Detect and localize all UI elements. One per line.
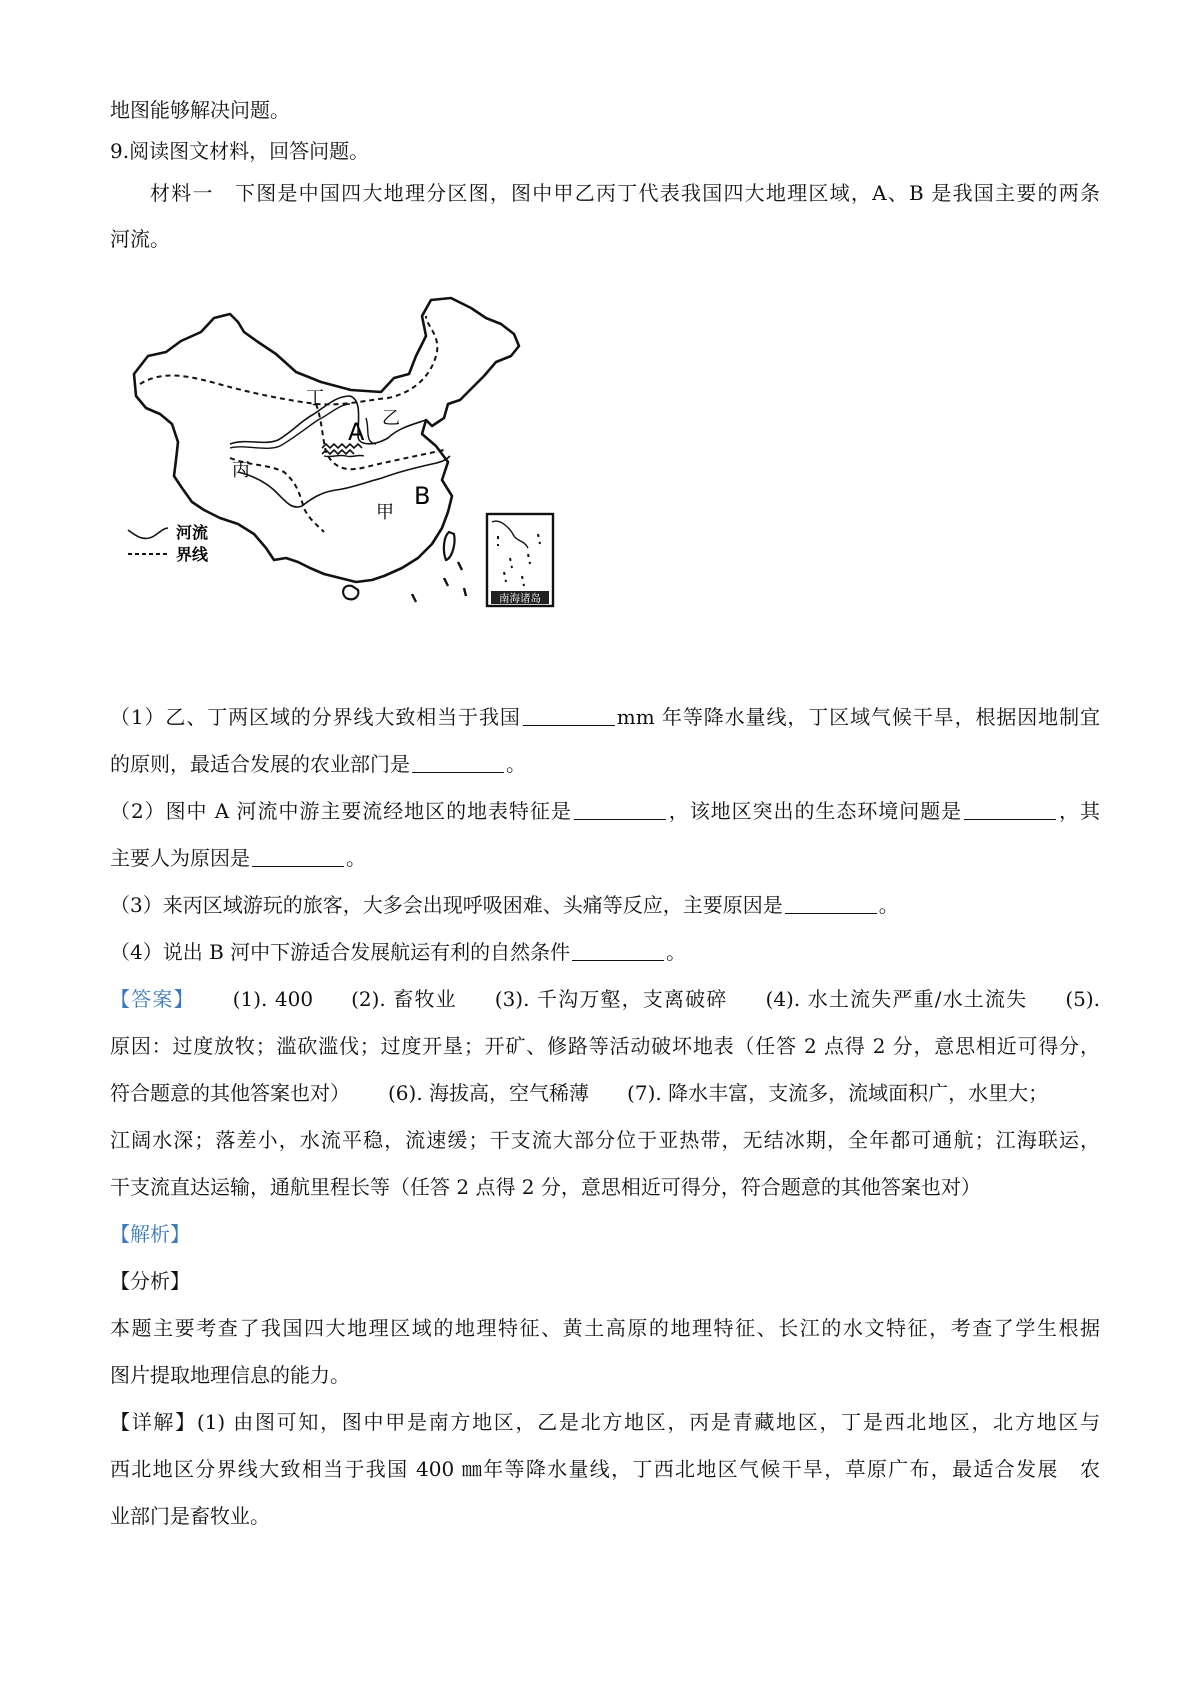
inset-label: 南海诸岛 — [499, 592, 541, 605]
answer-line2: 原因：过度放牧；滥砍滥伐；过度开垦；开矿、修路等活动破坏地表（任答 2 点得 2 分，意思相近可得分， — [110, 1034, 1100, 1058]
fenxi-tag: 【分析】 — [110, 1269, 190, 1293]
answer-line1: 【答案】 (1). 400 (2). 畜牧业 (3). 千沟万壑，支离破碎 (4). 水土流失严重/水土流失 (5). — [110, 987, 1101, 1011]
answer-tag: 【答案】 — [110, 987, 195, 1011]
answer-line4: 江阔水深；落差小，水流平稳，流速缓；干支流大部分位于亚热带，无结冰期，全年都可通航；江海联运， — [110, 1128, 1100, 1152]
answer-blank — [252, 846, 344, 867]
fenxi-line2: 图片提取地理信息的能力。 — [110, 1363, 350, 1387]
question-1-line2: 的原则，最适合发展的农业部门是 。 — [110, 752, 526, 776]
answer-blank — [785, 893, 877, 914]
label-jia: 甲 — [376, 502, 394, 523]
label-yi: 乙 — [382, 408, 400, 429]
fenxi-line1: 本题主要考查了我国四大地理区域的地理特征、黄土高原的地理特征、长江的水文特征，考查了学生根据 — [110, 1316, 1100, 1340]
answer-blank — [574, 799, 666, 820]
hainan-island — [343, 586, 358, 600]
label-bing: 丙 — [232, 460, 250, 481]
question-heading: 9.阅读图文材料，回答问题。 — [110, 139, 370, 163]
region-boundary — [140, 316, 437, 404]
material-text: 材料一 下图是中国四大地理分区图，图中甲乙丙丁代表我国四大地理区域，A、B 是我国主要的两条 — [150, 181, 1100, 205]
legend-river: 河流 — [176, 523, 209, 542]
detail-line2: 西北地区分界线大致相当于我国 400 ㎜年等降水量线，丁西北地区气候干旱，草原广布，最适合发展 农 — [110, 1457, 1100, 1481]
text-line: 地图能够解决问题。 — [110, 98, 290, 122]
question-3: （3）来丙区域游玩的旅客，大多会出现呼吸困难、头痛等反应，主要原因是 。 — [110, 893, 899, 917]
question-1-line1: （1）乙、丁两区域的分界线大致相当于我国 mm 年等降水量线，丁区域气候干旱，根据因地制宜 — [110, 705, 1100, 729]
china-regions-map — [126, 296, 604, 670]
answer-blank — [964, 799, 1056, 820]
detail-line3: 业部门是畜牧业。 — [110, 1504, 270, 1528]
label-ding: 丁 — [306, 388, 324, 409]
answer-line5: 干支流直达运输，通航里程长等（任答 2 点得 2 分，意思相近可得分，符合题意的其他答案也对） — [110, 1175, 981, 1199]
answer-blank — [523, 705, 615, 726]
taiwan-island — [444, 532, 455, 560]
question-2-line2: 主要人为原因是 。 — [110, 846, 366, 870]
answer-line3: 符合题意的其他答案也对） (6). 海拔高，空气稀薄 (7). 降水丰富，支流多，流域面积广，水里大； — [110, 1081, 1049, 1105]
legend-boundary: 界线 — [176, 545, 209, 564]
legend-river-symbol — [128, 528, 168, 538]
question-2-line1: （2）图中 A 河流中游主要流经地区的地表特征是 ，该地区突出的生态环境问题是 ，其 — [110, 799, 1100, 823]
analysis-tag: 【解析】 — [110, 1222, 190, 1246]
material-text-cont: 河流。 — [110, 227, 170, 251]
question-4: （4）说出 B 河中下游适合发展航运有利的自然条件 。 — [110, 940, 687, 964]
answer-blank — [412, 752, 504, 773]
label-b: B — [414, 482, 431, 510]
detail-line1: 【详解】(1) 由图可知，图中甲是南方地区，乙是北方地区，丙是青藏地区，丁是西北地区，北方地区与 — [110, 1410, 1100, 1434]
label-a: A — [348, 418, 365, 446]
answer-blank — [572, 940, 664, 961]
